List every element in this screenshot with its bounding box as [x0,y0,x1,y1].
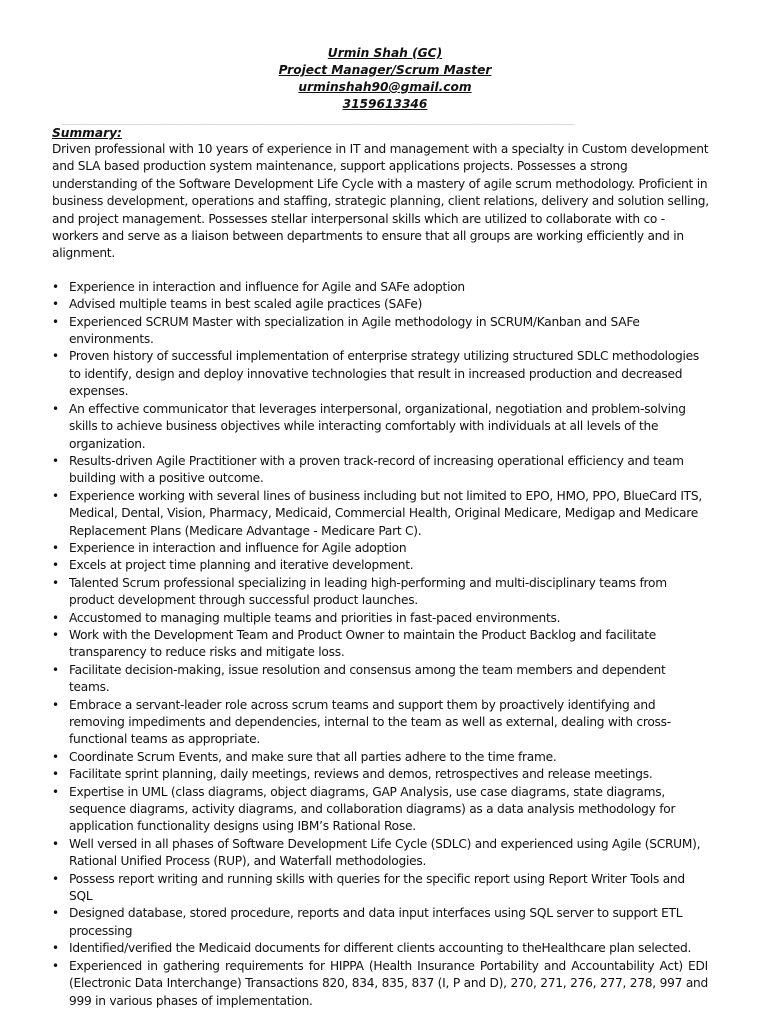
bullet-icon: • [52,558,59,573]
bullet-text: Experience in interaction and influence for Agile adoption [69,540,407,555]
bullet-text: Experienced in gathering requirements for HIPPA (Health Insurance Portability and Accountability Act) EDI (Electronic Data Interchange) Transactions 820, 834, 835, 837 (I, P and D), 270, 271, 276, 277, 278, 997 and 999 in various phases of implementation. [69,958,708,1008]
bullet-icon: • [52,279,59,294]
bullet-item [52,279,708,296]
bullet-item [52,940,708,957]
bullet-text: Experience working with several lines of business including but not limited to EPO, HMO, PPO, BlueCard ITS, Medical, Dental, Vision, Pharmacy, Medicaid, Commercial Health, Original Medicare, Medigap and Medicare Replacement Plans (Medicare Advantage - Medicare Part C). [69,488,702,538]
bullet-icon: • [52,610,59,625]
bullet-text: Facilitate sprint planning, daily meetings, reviews and demos, retrospectives and release meetings. [69,767,653,782]
bullet-icon: • [52,749,59,764]
bullet-text: Results-driven Agile Practitioner with a proven track-record of increasing operational efficiency and team building with a positive outcome. [69,453,684,486]
bullet-icon: • [52,958,59,973]
bullet-icon: • [52,906,59,921]
bullet-item [52,958,708,1010]
resume-header [62,45,708,113]
bullet-icon: • [52,575,59,590]
bullet-icon: • [52,627,59,642]
bullet-text: Advised multiple teams in best scaled agile practices (SAFe) [69,297,423,312]
bullet-text: Embrace a servant-leader role across scrum teams and support them by proactively identifying and removing impediments and dependencies, internal to the team as well as external, dealing with cross-functional teams as appropriate. [69,697,671,747]
bullet-item [52,905,708,940]
bullet-item [52,662,708,697]
bullet-item [52,697,708,749]
bullet-icon: • [52,662,59,677]
bullet-icon: • [52,836,59,851]
bullet-text: Expertise in UML (class diagrams, object diagrams, GAP Analysis, use case diagrams, state diagrams, sequence diagrams, activity diagrams, and collaboration diagrams) as a data analysis methodology for application functionality designs using IBM’s Rational Rose. [69,784,676,834]
bullet-icon: • [52,401,59,416]
bullet-icon: • [52,540,59,555]
bullet-icon: • [52,941,59,956]
bullet-item [52,627,708,662]
bullet-item [52,488,708,540]
bullet-icon: • [52,488,59,503]
bullet-text: Experience in interaction and influence for Agile and SAFe adoption [69,279,465,294]
candidate-email: urminshah90@gmail.com [298,80,472,94]
bullet-item [52,453,708,488]
bullet-icon: • [52,784,59,799]
bullet-text: Accustomed to managing multiple teams and priorities in fast-paced environments. [69,610,561,625]
bullet-item [52,610,708,627]
bullet-item [52,766,708,783]
summary-paragraph: Driven professional with 10 years of experience in IT and management with a specialty in Custom development and SLA based production system maintenance, support applications projects. Possesses a strong understanding of the Software Development Life Cycle with a mastery of agile scrum methodology. Proficient in business development, operations and staffing, strategic planning, client relations, delivery and solution selling, and project management. Possesses stellar interpersonal skills which are utilized to collaborate with co - workers and serve as a liaison between departments to ensure that all groups are working efficiently and in alignment. [52,142,709,261]
bullet-item [52,296,708,313]
bullet-icon: • [52,697,59,712]
bullet-text: Identified/verified the Medicaid documents for different clients accounting to theHealthcare plan selected. [69,941,692,956]
bullet-icon: • [52,297,59,312]
summary-heading: Summary: [52,126,122,140]
candidate-name: Urmin Shah (GC) [327,46,443,60]
bullet-icon: • [52,871,59,886]
bullet-item [52,871,708,906]
bullet-item [52,401,708,453]
candidate-phone: 3159613346 [342,97,428,111]
bullet-text: Well versed in all phases of Software Development Life Cycle (SDLC) and experienced using Agile (SCRUM), Rational Unified Process (RUP), and Waterfall methodologies. [69,836,701,869]
header-divider: _______________________________________________________________________________________ [62,113,575,125]
bullet-item [52,836,708,871]
bullet-icon: • [52,314,59,329]
bullet-item [52,784,708,836]
bullet-text: An effective communicator that leverages interpersonal, organizational, negotiation and problem-solving skills to achieve business objectives while interacting comfortably with individuals at all levels of the organization. [69,401,686,451]
bullet-icon: • [52,767,59,782]
bullet-item [52,749,708,766]
bullet-text: Proven history of successful implementation of enterprise strategy utilizing structured SDLC methodologies to identify, design and deploy innovative technologies that result in increased production and decreased expenses. [69,349,699,399]
bullet-item [52,540,708,557]
experience-bullet-list [52,279,708,1010]
bullet-text: Facilitate decision-making, issue resolution and consensus among the team members and dependent teams. [69,662,666,695]
bullet-text: Talented Scrum professional specializing in leading high-performing and multi-disciplinary teams from product development through successful product launches. [69,575,667,608]
bullet-text: Coordinate Scrum Events, and make sure that all parties adhere to the time frame. [69,749,557,764]
bullet-text: Designed database, stored procedure, reports and data input interfaces using SQL server to support ETL processing [69,906,683,938]
bullet-text: Experienced SCRUM Master with specialization in Agile methodology in SCRUM/Kanban and SAFe environments. [69,314,640,347]
bullet-icon: • [52,349,59,364]
bullet-item [52,557,708,574]
bullet-item [52,348,708,400]
bullet-text: Excels at project time planning and iterative development. [69,558,414,573]
bullet-icon: • [52,453,59,468]
candidate-role: Project Manager/Scrum Master [278,63,492,77]
bullet-item [52,314,708,349]
bullet-item [52,575,708,610]
bullet-text: Work with the Development Team and Product Owner to maintain the Product Backlog and facilitate transparency to reduce risks and mitigate loss. [69,627,657,660]
bullet-text: Possess report writing and running skills with queries for the specific report using Report Writer Tools and SQL [69,871,685,904]
